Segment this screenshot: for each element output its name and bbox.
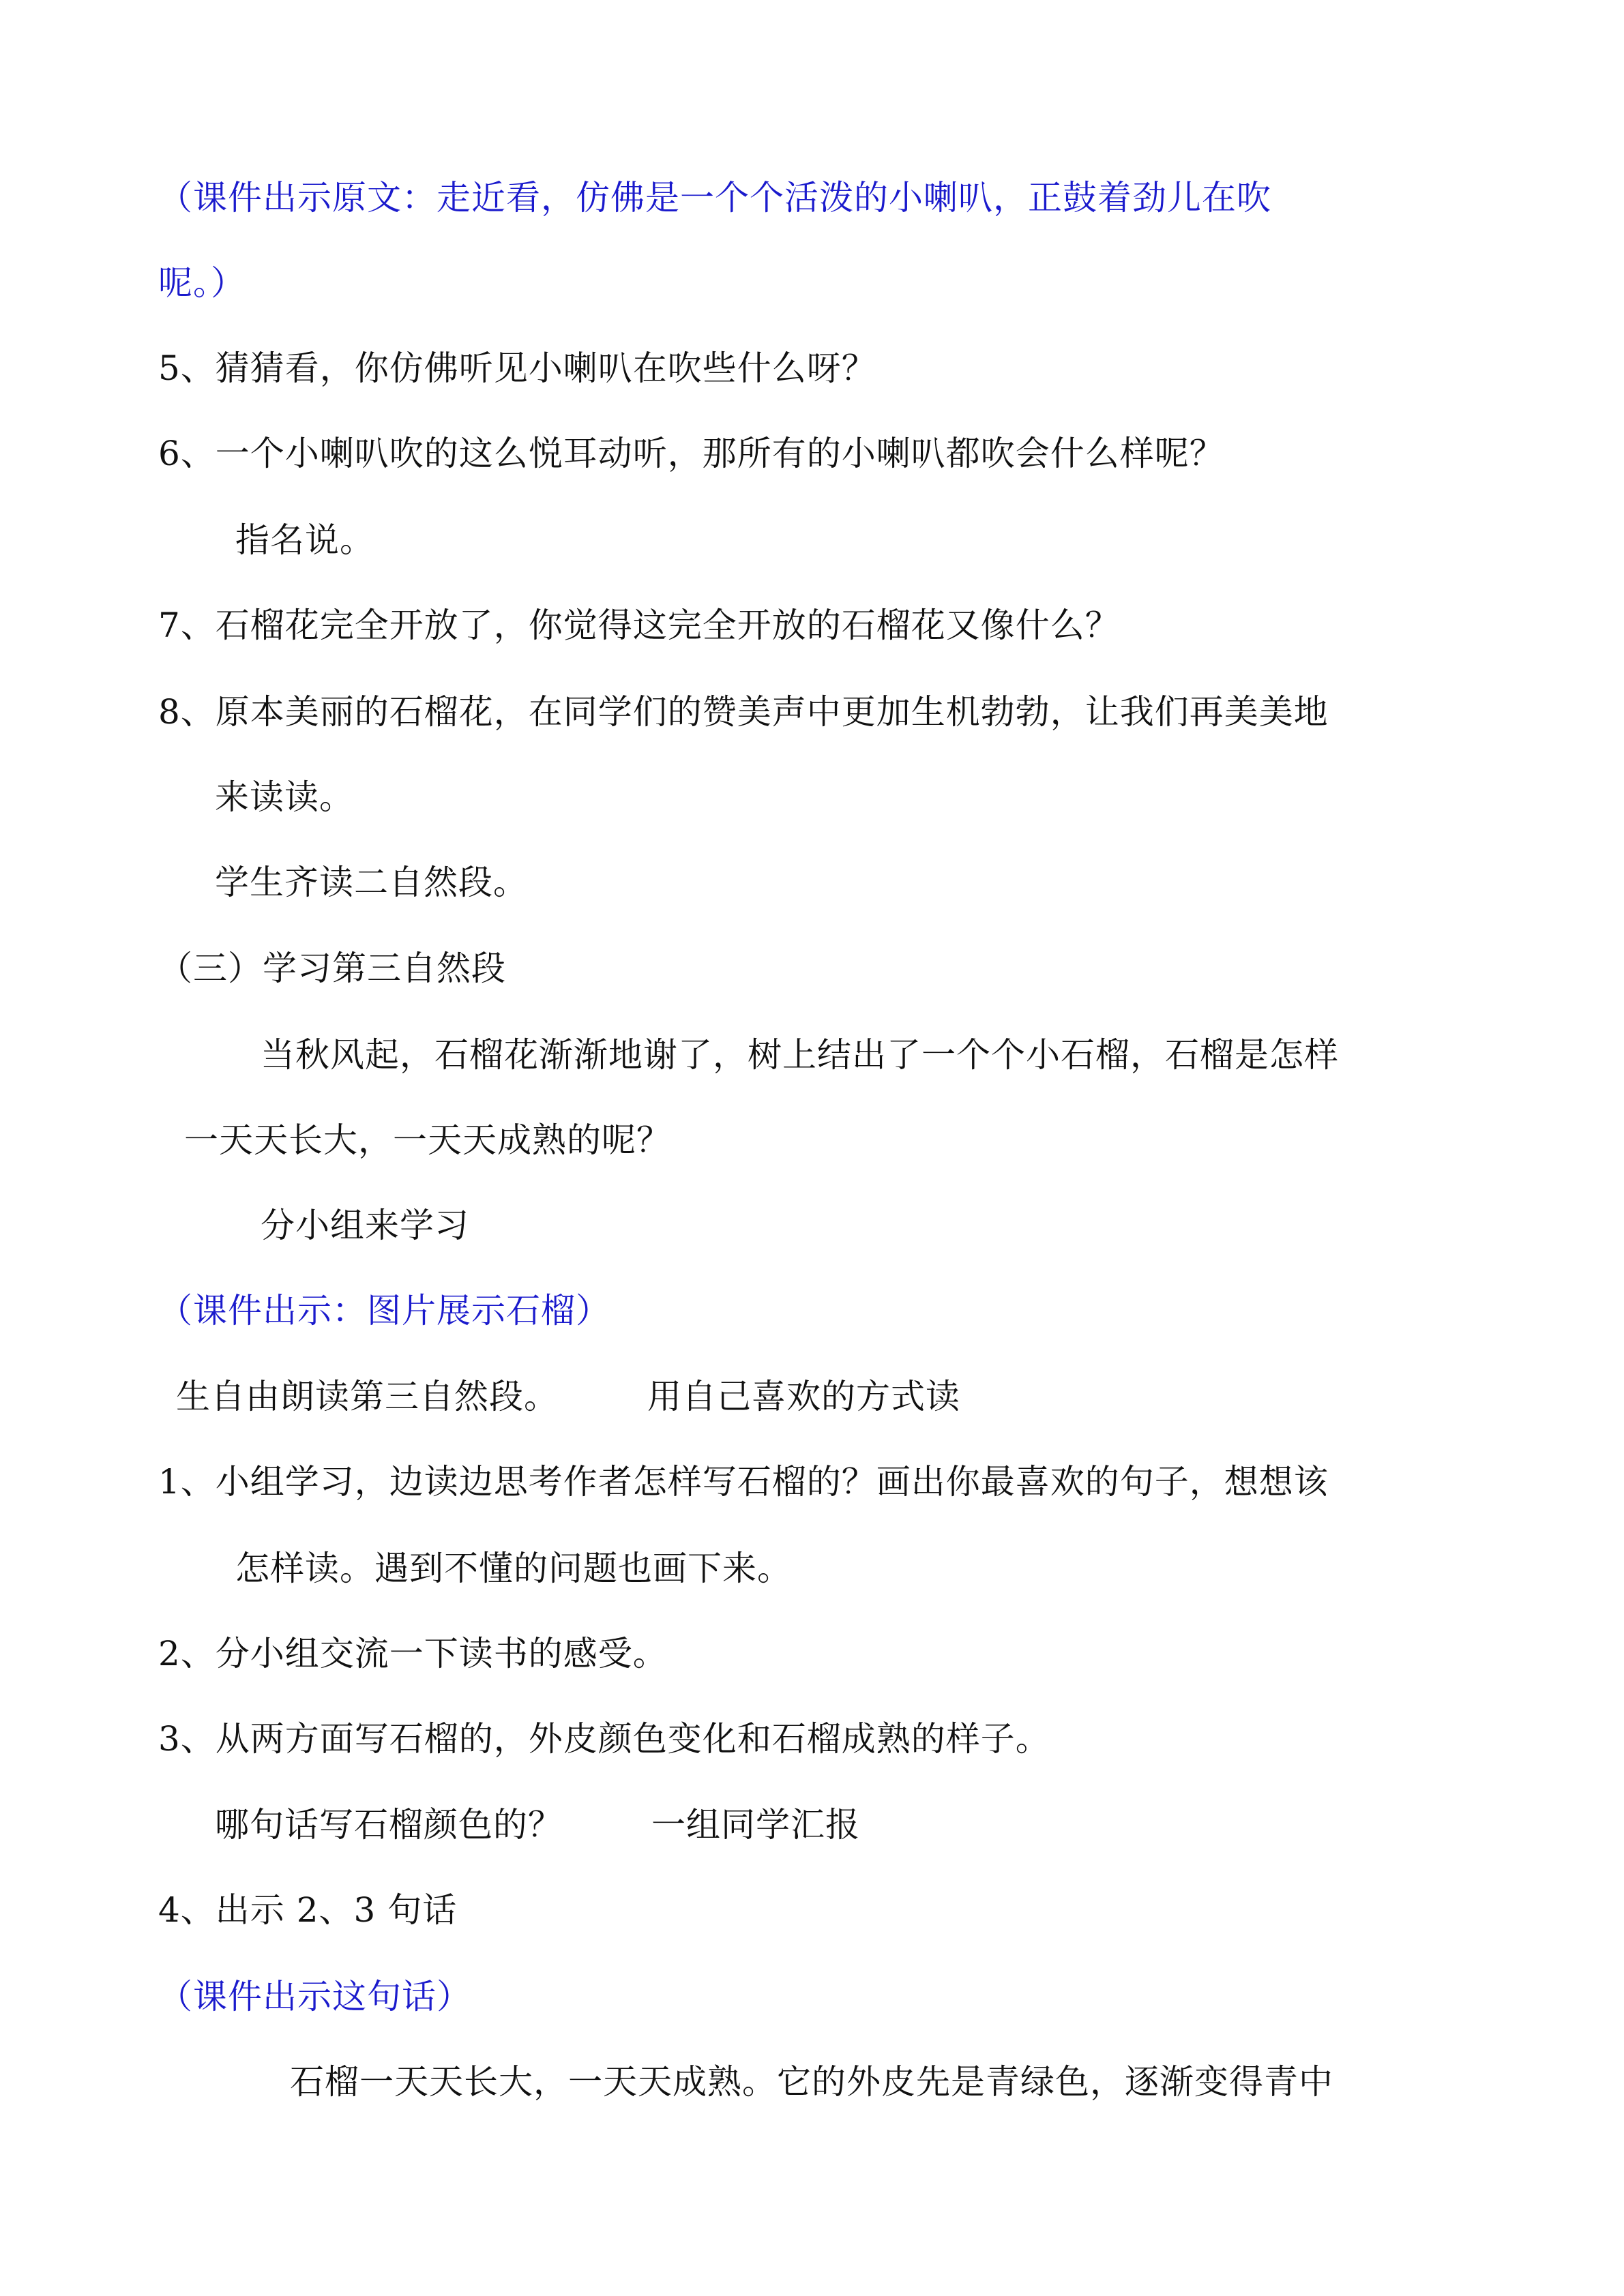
courseware-note-original-text: （课件出示原文：走近看，仿佛是一个个活泼的小喇叭，正鼓着劲儿在吹 [158, 178, 1271, 218]
courseware-note-pictures: （课件出示：图片展示石榴） [158, 1291, 610, 1330]
section-heading-three: （三）学习第三自然段 [158, 949, 506, 988]
question-5: 5、猜猜看，你仿佛听见小喇叭在吹些什么呀？ [158, 348, 876, 388]
task-1-continuation: 怎样读。遇到不懂的问题也画下来。 [235, 1549, 792, 1588]
paragraph-autumn: 当秋风起，石榴花渐渐地谢了，树上结出了一个个小石榴，石榴是怎样 [261, 1035, 1339, 1075]
question-8-continuation: 来读读。 [215, 777, 354, 817]
courseware-note-continuation: 呢。） [158, 263, 246, 303]
free-reading-text: 生自由朗读第三自然段。 [176, 1377, 559, 1416]
task-4: 4、出示 2、3 句话 [158, 1890, 458, 1930]
group-report-text: 一组同学汇报 [651, 1805, 860, 1845]
question-color-sentence [215, 1803, 860, 1847]
passage-pomegranate-growth: 石榴一天天长大，一天天成熟。它的外皮先是青绿色，逐渐变得青中 [290, 2062, 1333, 2102]
question-8: 8、原本美丽的石榴花，在同学们的赞美声中更加生机勃勃，让我们再美美地 [158, 692, 1329, 732]
task-3: 3、从两方面写石榴的，外皮颜色变化和石榴成熟的样子。 [158, 1719, 1050, 1759]
read-own-way-text: 用自己喜欢的方式读 [647, 1377, 960, 1416]
instruction-free-reading [176, 1375, 960, 1418]
task-1: 1、小组学习，边读边思考作者怎样写石榴的？画出你最喜欢的句子，想想该 [158, 1462, 1329, 1502]
instruction-read-together: 学生齐读二自然段。 [215, 863, 528, 902]
task-2: 2、分小组交流一下读书的感受。 [158, 1634, 668, 1673]
color-sentence-question: 哪句话写石榴颜色的？ [215, 1805, 563, 1845]
instruction-call-on-students: 指名说。 [235, 520, 374, 560]
instruction-group-study: 分小组来学习 [261, 1206, 469, 1245]
courseware-note-sentence: （课件出示这句话） [158, 1977, 471, 2016]
question-6: 6、一个小喇叭吹的这么悦耳动听，那所有的小喇叭都吹会什么样呢？ [158, 434, 1224, 473]
question-7: 7、石榴花完全开放了，你觉得这完全开放的石榴花又像什么？ [158, 606, 1120, 645]
paragraph-autumn-continuation: 一天天长大，一天天成熟的呢？ [184, 1120, 671, 1160]
